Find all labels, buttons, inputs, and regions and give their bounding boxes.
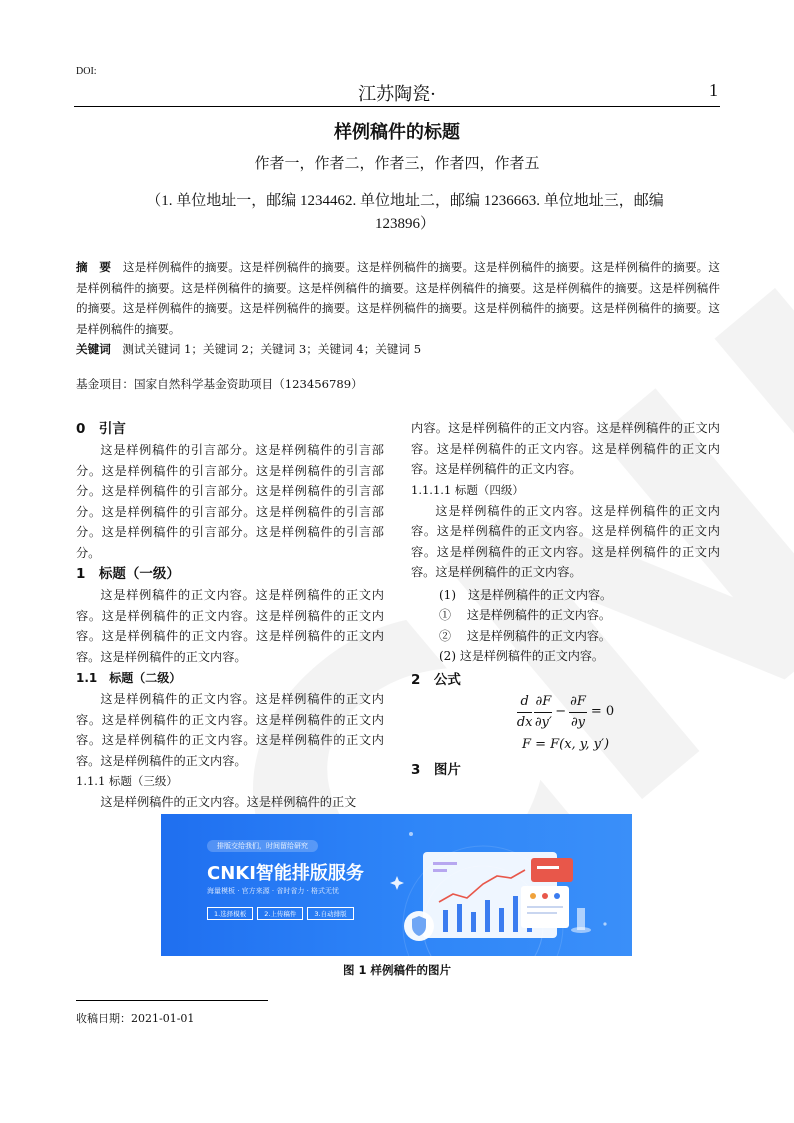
footnote-rule — [76, 1000, 268, 1001]
right-column — [411, 418, 720, 781]
equation-2: F = F(x, y, y′) — [521, 736, 610, 752]
keywords — [76, 339, 720, 359]
equation-1 — [411, 691, 720, 735]
affiliation-line-1: （1. 单位地址一，邮编 1234462. 单位地址二，邮编 1236663. 单位地址三，邮编 — [146, 193, 664, 209]
eq-numerator: ∂F — [534, 692, 552, 714]
abstract — [76, 257, 720, 339]
section-heading: 3 图片 — [411, 761, 461, 778]
eq-denominator: dx — [516, 715, 533, 730]
banner-illustration — [161, 814, 632, 956]
figure-image — [161, 814, 632, 956]
eq-denominator: ∂y — [570, 715, 586, 730]
eq-operator: − — [555, 704, 567, 720]
eq-denominator: ∂y′ — [534, 715, 552, 730]
section-heading: 0 引言 — [76, 421, 126, 437]
body-paragraph: 这是样例稿件的正文内容。这是样例稿件的正文内容。这是样例稿件的正文内容。这是样例稿件的正文内容。这是样例稿件的正文内容。这是样例稿件的正文内容。这是样例稿件的正文内容。 — [411, 503, 720, 579]
body-paragraph: 内容。这是样例稿件的正文内容。这是样例稿件的正文内容。这是样例稿件的正文内容。这是样例稿件的正文内容。这是样例稿件的正文内容。 — [411, 421, 720, 476]
banner-subtitle: 海量模板 · 官方来源 · 省时省力 · 格式无忧 — [207, 887, 340, 895]
keywords-text: 测试关键词 1；关键词 2；关键词 3；关键词 4；关键词 5 — [122, 342, 422, 356]
subsection-heading: 1.1 标题（二级） — [76, 671, 182, 685]
affiliation-line-2: 123896） — [374, 216, 435, 232]
body-paragraph: 这是样例稿件的正文内容。这是样例稿件的正文内容。这是样例稿件的正文内容。这是样例稿件的正文内容。这是样例稿件的正文内容。这是样例稿件的正文内容。这是样例稿件的正文内容。 — [76, 588, 384, 664]
author-list: 作者一，作者二，作者三，作者四，作者五 — [254, 154, 540, 172]
list-item: ① 这是样例稿件的正文内容。 — [439, 608, 611, 622]
banner-step: 1.选择模板 — [207, 907, 253, 920]
figure-caption: 图 1 样例稿件的图片 — [342, 963, 451, 977]
body-paragraph: 这是样例稿件的正文内容。这是样例稿件的正文内容。这是样例稿件的正文内容。这是样例稿件的正文内容。这是样例稿件的正文内容。这是样例稿件的正文内容。这是样例稿件的正文内容。 — [76, 692, 384, 768]
list-item: ② 这是样例稿件的正文内容。 — [439, 628, 611, 643]
abstract-text: 这是样例稿件的摘要。这是样例稿件的摘要。这是样例稿件的摘要。这是样例稿件的摘要。这是样例稿件的摘要。这是样例稿件的摘要。这是样例稿件的摘要。这是样例稿件的摘要。这是样例稿件的摘要。这是样例稿件的摘要。这是样例稿件的摘要。这是样例稿件的摘要。这是样例稿件的摘要。这是样例稿件的摘要。这是样例稿件的摘要。这是样例稿件的摘要。这是样例稿件的摘要。 — [76, 260, 720, 336]
banner-step: 2.上传稿件 — [257, 907, 303, 920]
section-heading: 2 公式 — [411, 671, 461, 688]
section-heading: 1 标题（一级） — [76, 566, 180, 582]
journal-name: 江苏陶瓷· — [358, 84, 436, 105]
eq-numerator: ∂F — [569, 692, 587, 714]
subsubsection-heading: 1.1.1 标题（三级） — [76, 774, 178, 788]
eq-rhs: = 0 — [590, 704, 615, 720]
body-paragraph: 这是样例稿件的正文内容。这是样例稿件的正文 — [100, 795, 357, 809]
paper-title: 样例稿件的标题 — [334, 122, 460, 143]
affiliations — [90, 190, 720, 236]
level4-heading: 1.1.1.1 标题（四级） — [411, 482, 524, 497]
banner-title: CNKI智能排版服务 — [207, 863, 364, 884]
abstract-label: 摘 要 — [76, 260, 112, 274]
body-paragraph: 这是样例稿件的引言部分。这是样例稿件的引言部分。这是样例稿件的引言部分。这是样例稿件的引言部分。这是样例稿件的引言部分。这是样例稿件的引言部分。这是样例稿件的引言部分。这是样例稿件的引言部分。这是样例稿件的引言部分。这是样例稿件的引言部分。 — [76, 443, 384, 560]
eq-numerator: d — [517, 692, 533, 714]
header-rule — [74, 106, 720, 107]
banner-step: 3.自动排版 — [307, 907, 353, 920]
numbered-list — [411, 585, 720, 667]
received-date: 收稿日期：2021-01-01 — [76, 1012, 195, 1025]
list-item: (1) 这是样例稿件的正文内容。 — [439, 587, 612, 602]
banner-tag: 排版交给我们，时间留给研究 — [207, 840, 318, 852]
keywords-label: 关键词 — [76, 342, 111, 356]
fund-note: 基金项目：国家自然科学基金资助项目（123456789） — [76, 377, 363, 391]
doi-label: DOI: — [76, 66, 97, 77]
left-column — [76, 418, 384, 813]
list-item: (2) 这是样例稿件的正文内容。 — [439, 649, 604, 663]
page-number: 1 — [709, 80, 718, 100]
